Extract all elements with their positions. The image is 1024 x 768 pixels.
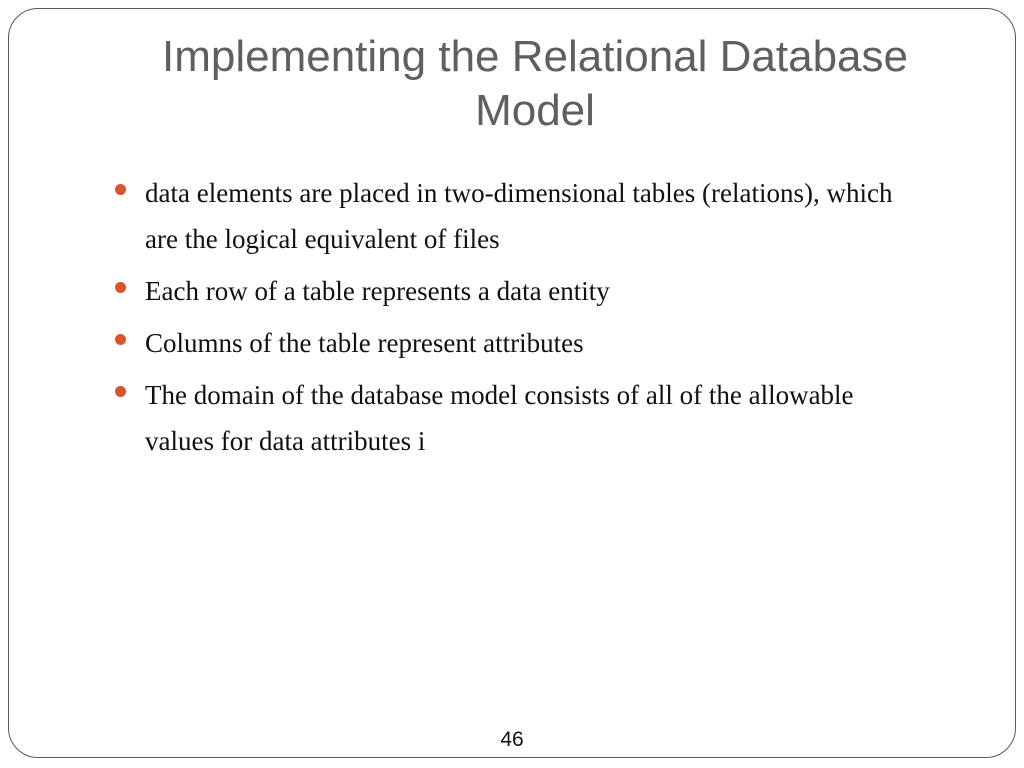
bullet-item — [112, 372, 902, 464]
bullet-text: The domain of the database model consists of all of the allowable values for data attributes i — [145, 380, 854, 456]
bullet-text: Columns of the table represent attributes — [145, 328, 584, 358]
bullet-text: data elements are placed in two-dimensional tables (relations), which are the logical equivalent of files — [145, 178, 893, 254]
slide-title: Implementing the Relational Database Model — [161, 32, 908, 135]
bullet-item — [112, 268, 902, 314]
bullet-dot-icon — [115, 184, 126, 195]
bullet-dot-icon — [115, 282, 126, 293]
page-number: 46 — [500, 728, 524, 751]
bullet-list — [112, 170, 902, 470]
bullet-dot-icon — [115, 386, 126, 397]
bullet-dot-icon — [115, 334, 126, 345]
bullet-text: Each row of a table represents a data entity — [145, 276, 610, 306]
bullet-item — [112, 170, 902, 262]
bullet-item — [112, 320, 902, 366]
